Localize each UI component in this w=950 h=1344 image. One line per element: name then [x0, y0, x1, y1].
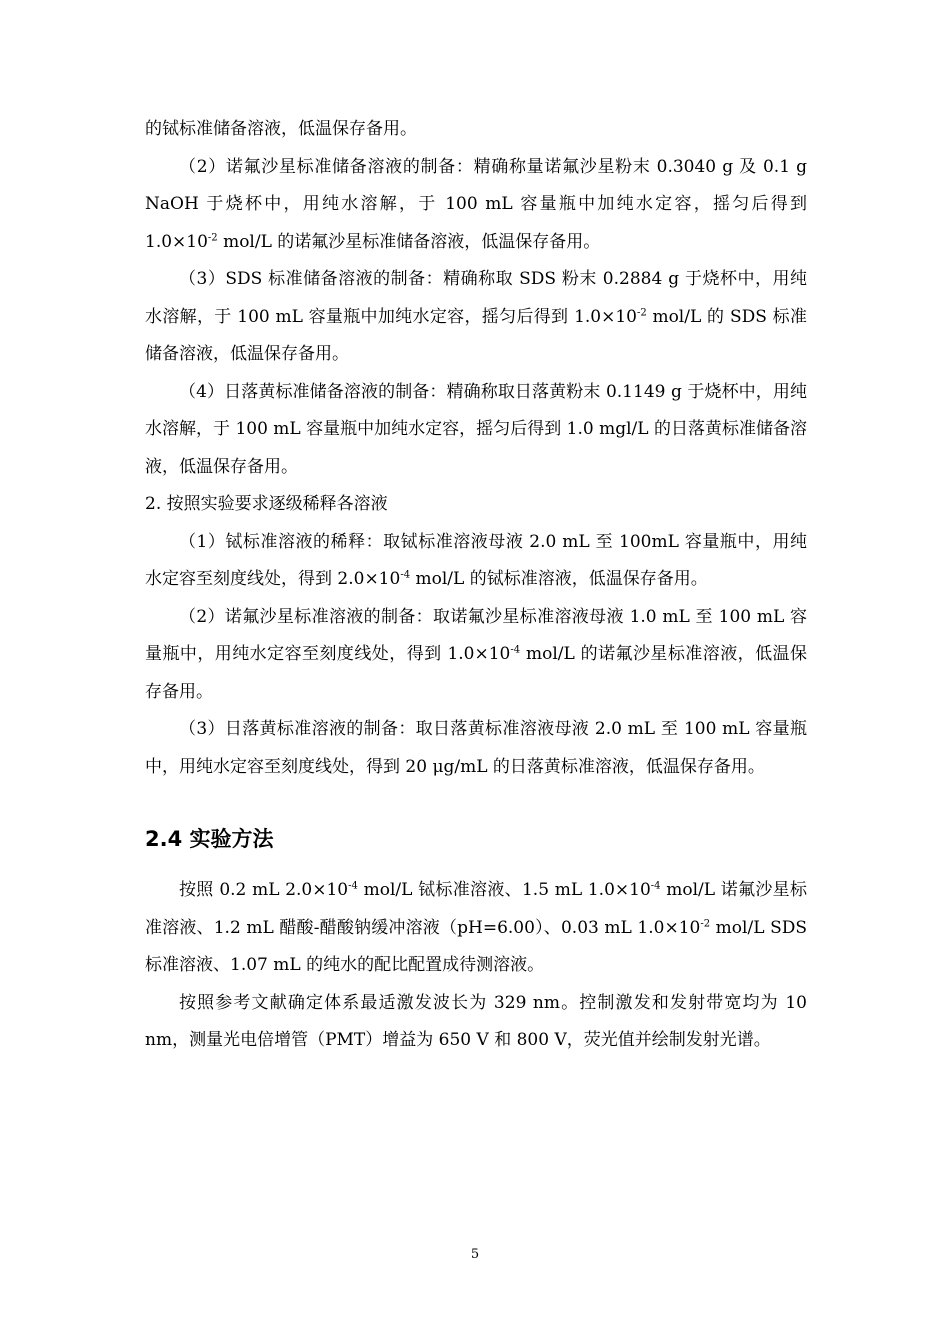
text-run: （2）诺氟沙星标准储备溶液的制备：精确称量诺氟沙星粉末 0.3040 g 及 0.1 g NaOH 于烧杯中，用纯水溶解，于 100 mL 容量瓶中加纯水定容，摇匀后得到 1.0×10 [145, 156, 807, 252]
paragraph [145, 486, 807, 524]
text-run: 按照参考文献确定体系最适激发波长为 329 nm。控制激发和发射带宽均为 10 nm，测量光电倍增管（PMT）增益为 650 V 和 800 V，荧光值并绘制发射光谱。 [145, 992, 807, 1050]
section-heading: 2.4 实验方法 [145, 827, 274, 851]
text-run: （4）日落黄标准储备溶液的制备：精确称取日落黄粉末 0.1149 g 于烧杯中，用纯水溶解，于 100 mL 容量瓶中加纯水定容，摇匀后得到 1.0 mgl/L 的日落黄标准储备溶液，低温保存备用。 [145, 381, 807, 477]
page-number: 5 [470, 1247, 480, 1262]
superscript: -4 [650, 880, 661, 892]
superscript: -2 [700, 917, 711, 929]
body-text-top [145, 111, 807, 786]
superscript: -4 [400, 569, 411, 581]
text-run: 的铽标准储备溶液，低温保存备用。 [145, 119, 417, 139]
text-run: mol/L 的 SDS 标准储备溶液，低温保存备用。 [145, 306, 807, 364]
superscript: -2 [636, 306, 647, 318]
text-run: mol/L 的铽标准溶液，低温保存备用。 [410, 569, 708, 589]
text-run: mol/L 诺氟沙星标准溶液、1.2 mL 醋酸-醋酸钠缓冲溶液（pH=6.00）、0.03 mL 1.0×10 [145, 880, 807, 938]
superscript: -4 [348, 880, 358, 892]
paragraph [145, 524, 807, 599]
text-run: （1）铽标准溶液的稀释：取铽标准溶液母液 2.0 mL 至 100mL 容量瓶中，用纯水定容至刻度线处，得到 2.0×10 [145, 531, 807, 589]
paragraph [145, 985, 807, 1060]
paragraph [145, 261, 807, 374]
superscript: -2 [207, 231, 218, 243]
text-run: （3）日落黄标准溶液的制备：取日落黄标准溶液母液 2.0 mL 至 100 mL 容量瓶中，用纯水定容至刻度线处，得到 20 μg/mL 的日落黄标准溶液，低温保存备用。 [145, 719, 807, 777]
text-run: mol/L 铽标准溶液、1.5 mL 1.0×10 [357, 880, 651, 900]
text-run: （2）诺氟沙星标准溶液的制备：取诺氟沙星标准溶液母液 1.0 mL 至 100 mL 容量瓶中，用纯水定容至刻度线处，得到 1.0×10 [145, 606, 807, 664]
text-run: 按照 0.2 mL 2.0×10 [179, 880, 349, 900]
paragraph [145, 872, 807, 985]
superscript: -4 [510, 644, 521, 656]
paragraph [145, 149, 807, 262]
text-run: mol/L 的诺氟沙星标准储备溶液，低温保存备用。 [217, 231, 601, 252]
text-run: 2. 按照实验要求逐级稀释各溶液 [145, 494, 388, 514]
body-text-bottom [145, 872, 807, 1060]
text-run: （3）SDS 标准储备溶液的制备：精确称取 SDS 粉末 0.2884 g 于烧杯中，用纯水溶解，于 100 mL 容量瓶中加纯水定容，摇匀后得到 1.0×10 [145, 269, 807, 327]
text-run: mol/L 的诺氟沙星标准溶液，低温保存备用。 [145, 644, 807, 702]
paragraph [145, 111, 807, 149]
text-run: mol/L SDS 标准溶液、1.07 mL 的纯水的配比配置成待测溶液。 [145, 917, 808, 975]
paragraph [145, 599, 807, 712]
paragraph [145, 374, 807, 487]
page-content [145, 111, 807, 1060]
paragraph [145, 711, 807, 786]
